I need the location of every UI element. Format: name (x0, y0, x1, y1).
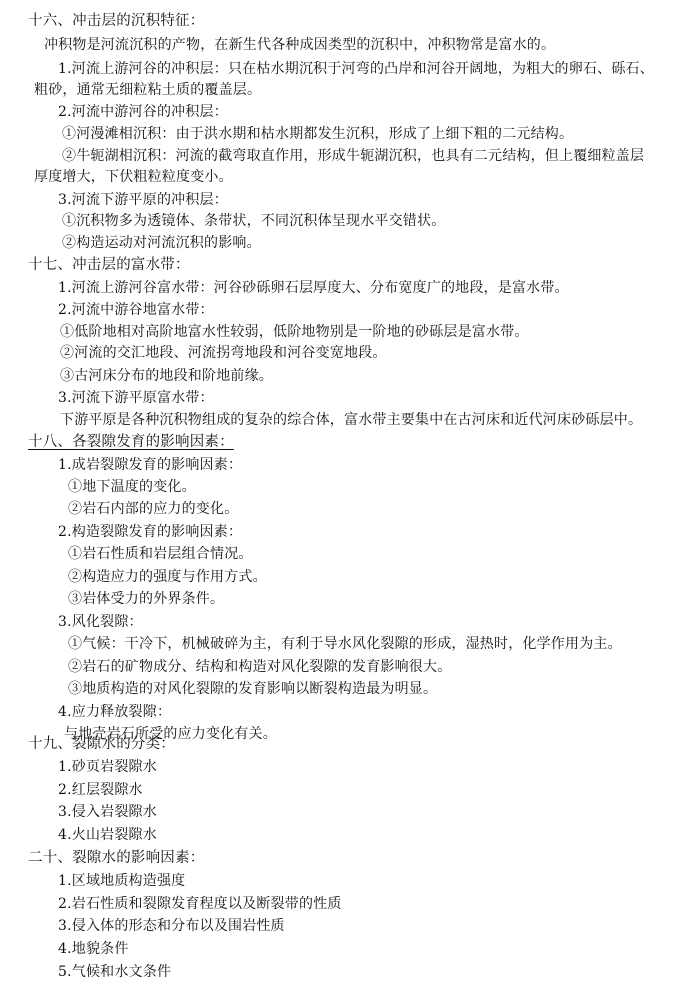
section-17-title: 十七、冲击层的富水带： (28, 257, 190, 274)
section-19-item-1: 1.砂页岩裂隙水 (58, 758, 157, 775)
section-18-item-3-sub-1: ①气候：干冷下，机械破碎为主，有利于导水风化裂隙的形成，湿热时，化学作用为主。 (68, 636, 622, 653)
section-16-item-3: 3.河流下游平原的冲积层： (58, 191, 228, 208)
section-18-item-1-sub-2: ②岩石内部的应力的变化。 (68, 501, 239, 518)
section-16-item-1-line-a: 1.河流上游河谷的冲积层：只在枯水期沉积于河弯的凸岸和河谷开阔地，为粗大的卵石、砾石、 (58, 60, 654, 77)
section-20-title: 二十、裂隙水的影响因素： (28, 850, 205, 866)
section-18-item-2: 2.构造裂隙发育的影响因素： (58, 523, 243, 540)
section-16-intro: 冲积物是河流沉积的产物，在新生代各种成因类型的沉积中，冲积物常是富水的。 (44, 37, 556, 54)
section-17-item-3-text: 下游平原是各种沉积物组成的复杂的综合体，富水带主要集中在古河床和近代河床砂砾层中。 (60, 411, 643, 428)
section-16-item-3-sub-2: ②构造运动对河流沉积的影响。 (62, 234, 261, 251)
section-16-item-2-sub-1: ①河漫滩相沉积：由于洪水期和枯水期都发生沉积，形成了上细下粗的二元结构。 (62, 126, 574, 143)
section-17-item-2-sub-1: ①低阶地相对高阶地富水性较弱，低阶地物别是一阶地的砂砾层是富水带。 (60, 323, 529, 340)
section-17-item-2: 2.河流中游谷地富水带： (58, 302, 214, 319)
section-20-item-5: 5.气候和水文条件 (58, 964, 172, 980)
section-17-item-1: 1.河流上游河谷富水带：河谷砂砾卵石层厚度大、分布宽度广的地段，是富水带。 (58, 279, 569, 296)
section-16-item-1-line-b: 粗砂，通常无细粒粘土质的覆盖层。 (34, 82, 262, 99)
section-17-item-3: 3.河流下游平原富水带： (58, 390, 214, 407)
section-19-item-3: 3.侵入岩裂隙水 (58, 804, 157, 821)
section-18-item-4-text: 与地壳岩石所受的应力变化有关。 (64, 726, 277, 742)
section-18-item-1: 1.成岩裂隙发育的影响因素： (58, 456, 243, 473)
section-18-item-1-sub-1: ①地下温度的变化。 (68, 478, 196, 495)
section-19-title: 十九、裂隙水的分类： (28, 736, 175, 752)
section-18-item-2-sub-1: ①岩石性质和岩层组合情况。 (68, 546, 253, 563)
section-16-item-2-sub-2-line-b: 厚度增大，下伏粗粒粒度变小。 (34, 169, 233, 186)
section-18-item-2-sub-3: ③岩体受力的外界条件。 (68, 591, 225, 608)
section-16-title: 十六、冲击层的沉积特征： (28, 13, 205, 29)
section-16-item-3-sub-1: ①沉积物多为透镜体、条带状，不同沉积体呈现水平交错状。 (62, 213, 446, 230)
section-19-item-2: 2.红层裂隙水 (58, 781, 143, 798)
section-18-item-2-sub-2: ②构造应力的强度与作用方式。 (68, 568, 267, 585)
section-19-item-4: 4.火山岩裂隙水 (58, 827, 157, 844)
section-18-item-3-sub-2: ②岩石的矿物成分、结构和构造对风化裂隙的发育影响很大。 (68, 658, 452, 675)
section-16-item-2-sub-2-line-a: ②牛轭湖相沉积：河流的截弯取直作用，形成牛轭湖沉积，也具有二元结构，但上覆细粒盖层 (62, 147, 645, 164)
section-20-item-4: 4.地貌条件 (58, 941, 129, 958)
section-18-item-4: 4.应力释放裂隙： (58, 703, 172, 720)
section-17-item-2-sub-2: ②河流的交汇地段、河流拐弯地段和河谷变宽地段。 (60, 345, 387, 362)
section-20-item-3: 3.侵入体的形态和分布以及围岩性质 (58, 918, 285, 935)
section-20-item-2: 2.岩石性质和裂隙发育程度以及断裂带的性质 (58, 895, 342, 912)
section-18-item-3: 3.风化裂隙： (58, 613, 143, 630)
section-18-title: 十八、各裂隙发育的影响因素： (28, 434, 234, 451)
section-18-item-3-sub-3: ③地质构造的对风化裂隙的发育影响以断裂构造最为明显。 (68, 681, 438, 698)
section-16-item-2: 2.河流中游河谷的冲积层： (58, 103, 228, 120)
section-20-item-1: 1.区域地质构造强度 (58, 872, 186, 889)
section-17-item-2-sub-3: ③古河床分布的地段和阶地前缘。 (60, 367, 273, 384)
